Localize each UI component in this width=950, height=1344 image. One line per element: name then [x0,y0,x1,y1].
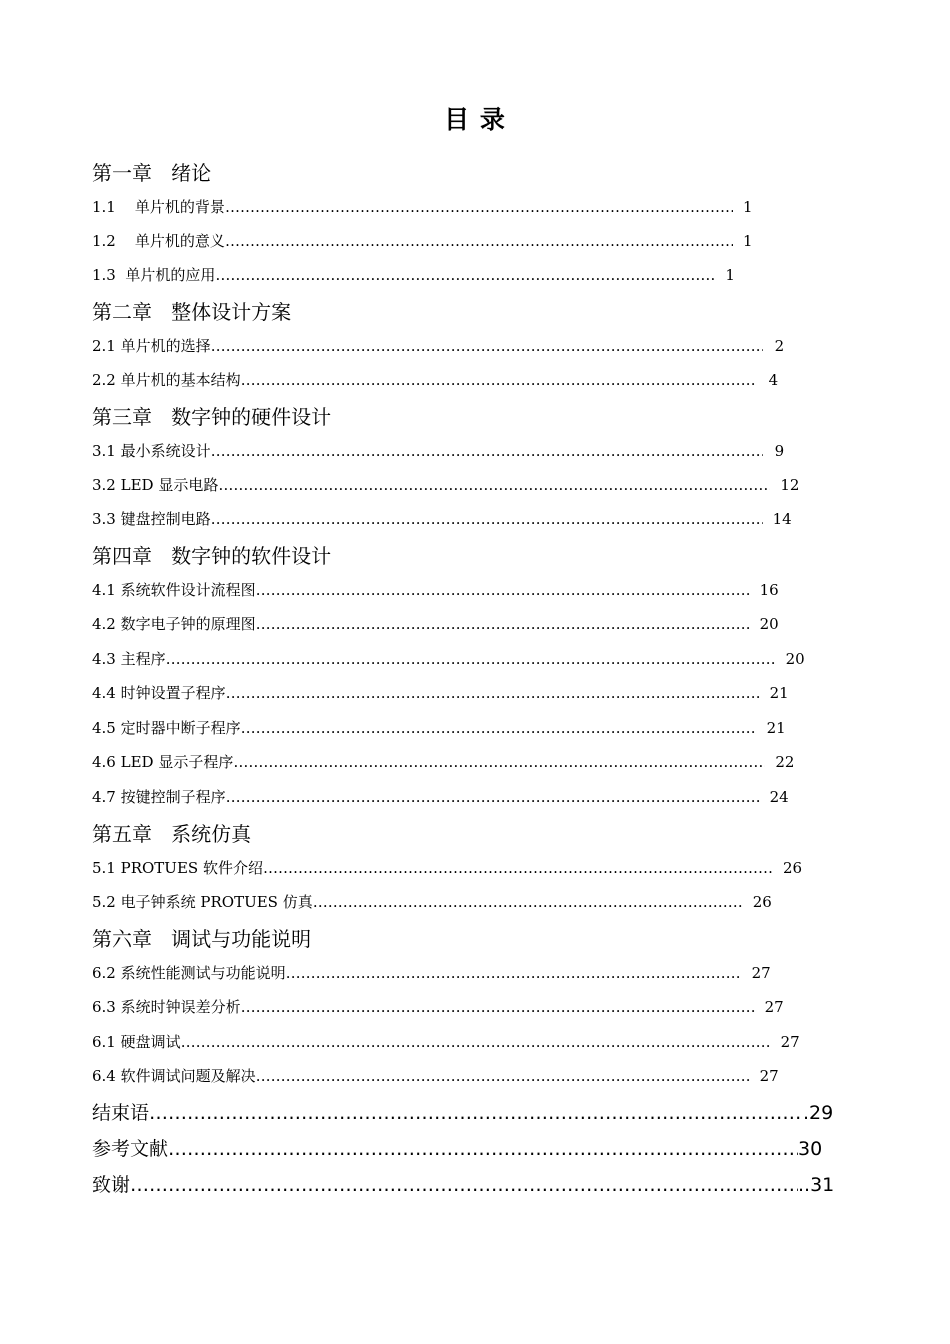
toc-entry-3-3[interactable] [92,508,792,529]
dot-leader [241,998,755,1016]
entry-label: 4.4 时钟设置子程序 [92,684,226,702]
entry-label: 3.3 键盘控制电路 [92,510,211,528]
toc-entry-4-3[interactable] [92,648,805,669]
entry-page-number: 1 [742,232,753,250]
entry-label: 5.2 电子钟系统 PROTUES 仿真 [92,893,313,911]
toc-entry-1-2[interactable] [92,230,752,251]
dot-leader [225,198,733,216]
dot-leader [211,337,763,355]
dot-leader [225,232,733,250]
entry-page-number: 26 [782,859,803,877]
toc-title: 目 录 [444,105,506,134]
entry-label: 2.2 单片机的基本结构 [92,371,241,389]
entry-label: 3.1 最小系统设计 [92,442,211,460]
entry-label: 4.2 数字电子钟的原理图 [92,615,256,633]
toc-entry-1-3[interactable] [92,264,735,285]
toc-entry-5-1[interactable] [92,857,802,878]
toc-entry-5-2[interactable] [92,891,772,912]
entry-page-number: 20 [759,615,779,633]
dot-leader [263,859,773,877]
entry-label: 6.4 软件调试问题及解决 [92,1067,256,1085]
dot-leader [166,650,776,668]
chapter-1-heading: 第一章 绪论 [92,161,212,185]
entry-label: 1.1 单片机的背景 [92,198,225,216]
toc-entry-4-7[interactable] [92,786,789,807]
entry-label: 6.1 硬盘调试 [92,1033,181,1051]
dot-leader [211,510,763,528]
entry-label: 1.3 单片机的应用 [92,266,216,284]
entry-page-number: 14 [772,510,792,528]
dot-leader [149,1102,803,1124]
toc-entry-4-1[interactable] [92,579,779,600]
dot-leader [256,1067,750,1085]
entry-page-number: 21 [766,719,786,737]
entry-page-number: 1 [742,198,753,216]
chapter-6-heading: 第六章 调试与功能说明 [92,927,312,951]
dot-leader [130,1174,798,1196]
entry-page-number: .29 [803,1102,834,1124]
dot-leader [215,266,715,284]
toc-entry-4-4[interactable] [92,682,789,703]
dot-leader [211,442,763,460]
entry-label: 参考文献 [92,1138,169,1160]
entry-page-number: 27 [751,964,771,982]
entry-page-number: 30 [798,1138,823,1160]
entry-label: 3.2 LED 显示电路 [92,476,219,494]
chapter-5-heading: 第五章 系统仿真 [92,822,252,846]
entry-page-number: 20 [785,650,805,668]
dot-leader [168,1138,798,1160]
toc-entry-3-2[interactable] [92,474,799,495]
chapter-4-heading: 第四章 数字钟的软件设计 [92,544,332,568]
entry-label: 5.1 PROTUES 软件介绍 [92,859,263,877]
dot-leader [226,684,760,702]
entry-label: 6.3 系统时钟误差分析 [92,998,241,1016]
entry-label: 4.1 系统软件设计流程图 [92,581,256,599]
entry-label: 4.6 LED 显示子程序 [92,753,234,771]
toc-entry-references[interactable] [92,1134,822,1161]
toc-entry-6-3[interactable] [92,996,784,1017]
entry-page-number: 26 [752,893,772,911]
entry-page-number: 24 [769,788,789,806]
dot-leader [241,371,757,389]
dot-leader [241,719,757,737]
entry-label: 结束语 [92,1102,150,1124]
toc-entry-1-1[interactable] [92,196,752,217]
entry-page-number: 4 [768,371,779,389]
chapter-3-heading: 第三章 数字钟的硬件设计 [92,405,332,429]
entry-label: 4.3 主程序 [92,650,166,668]
entry-page-number: 2 [774,337,785,355]
entry-page-number: ..31 [798,1174,835,1196]
entry-page-number: 1 [725,266,735,284]
entry-label: 6.2 系统性能测试与功能说明 [92,964,286,982]
toc-entry-conclusion[interactable] [92,1098,833,1125]
dot-leader [313,893,743,911]
entry-page-number: 9 [774,442,785,460]
entry-label: 1.2 单片机的意义 [92,232,225,250]
entry-page-number: 16 [759,581,779,599]
entry-label: 2.1 单片机的选择 [92,337,211,355]
entry-page-number: 27 [764,998,784,1016]
toc-entry-6-1[interactable] [92,1031,800,1052]
dot-leader [181,1033,771,1051]
toc-entry-2-1[interactable] [92,335,784,356]
toc-entry-4-5[interactable] [92,717,786,738]
dot-leader [256,615,750,633]
toc-entry-acknowledgements[interactable] [92,1170,834,1197]
entry-label: 4.7 按键控制子程序 [92,788,226,806]
dot-leader [233,753,765,771]
chapter-2-heading: 第二章 整体设计方案 [92,300,292,324]
toc-entry-6-4[interactable] [92,1065,779,1086]
entry-page-number: 22 [775,753,795,771]
dot-leader [218,476,770,494]
toc-entry-2-2[interactable] [92,369,778,390]
toc-entry-4-6[interactable] [92,751,794,772]
entry-label: 4.5 定时器中断子程序 [92,719,241,737]
toc-entry-6-2[interactable] [92,962,771,983]
dot-leader [286,964,742,982]
entry-page-number: 21 [769,684,789,702]
entry-page-number: 27 [780,1033,800,1051]
dot-leader [226,788,760,806]
entry-label: 致谢 [92,1174,131,1196]
entry-page-number: 27 [759,1067,779,1085]
toc-entry-4-2[interactable] [92,613,779,634]
entry-page-number: 12 [780,476,800,494]
toc-entry-3-1[interactable] [92,440,784,461]
dot-leader [256,581,750,599]
